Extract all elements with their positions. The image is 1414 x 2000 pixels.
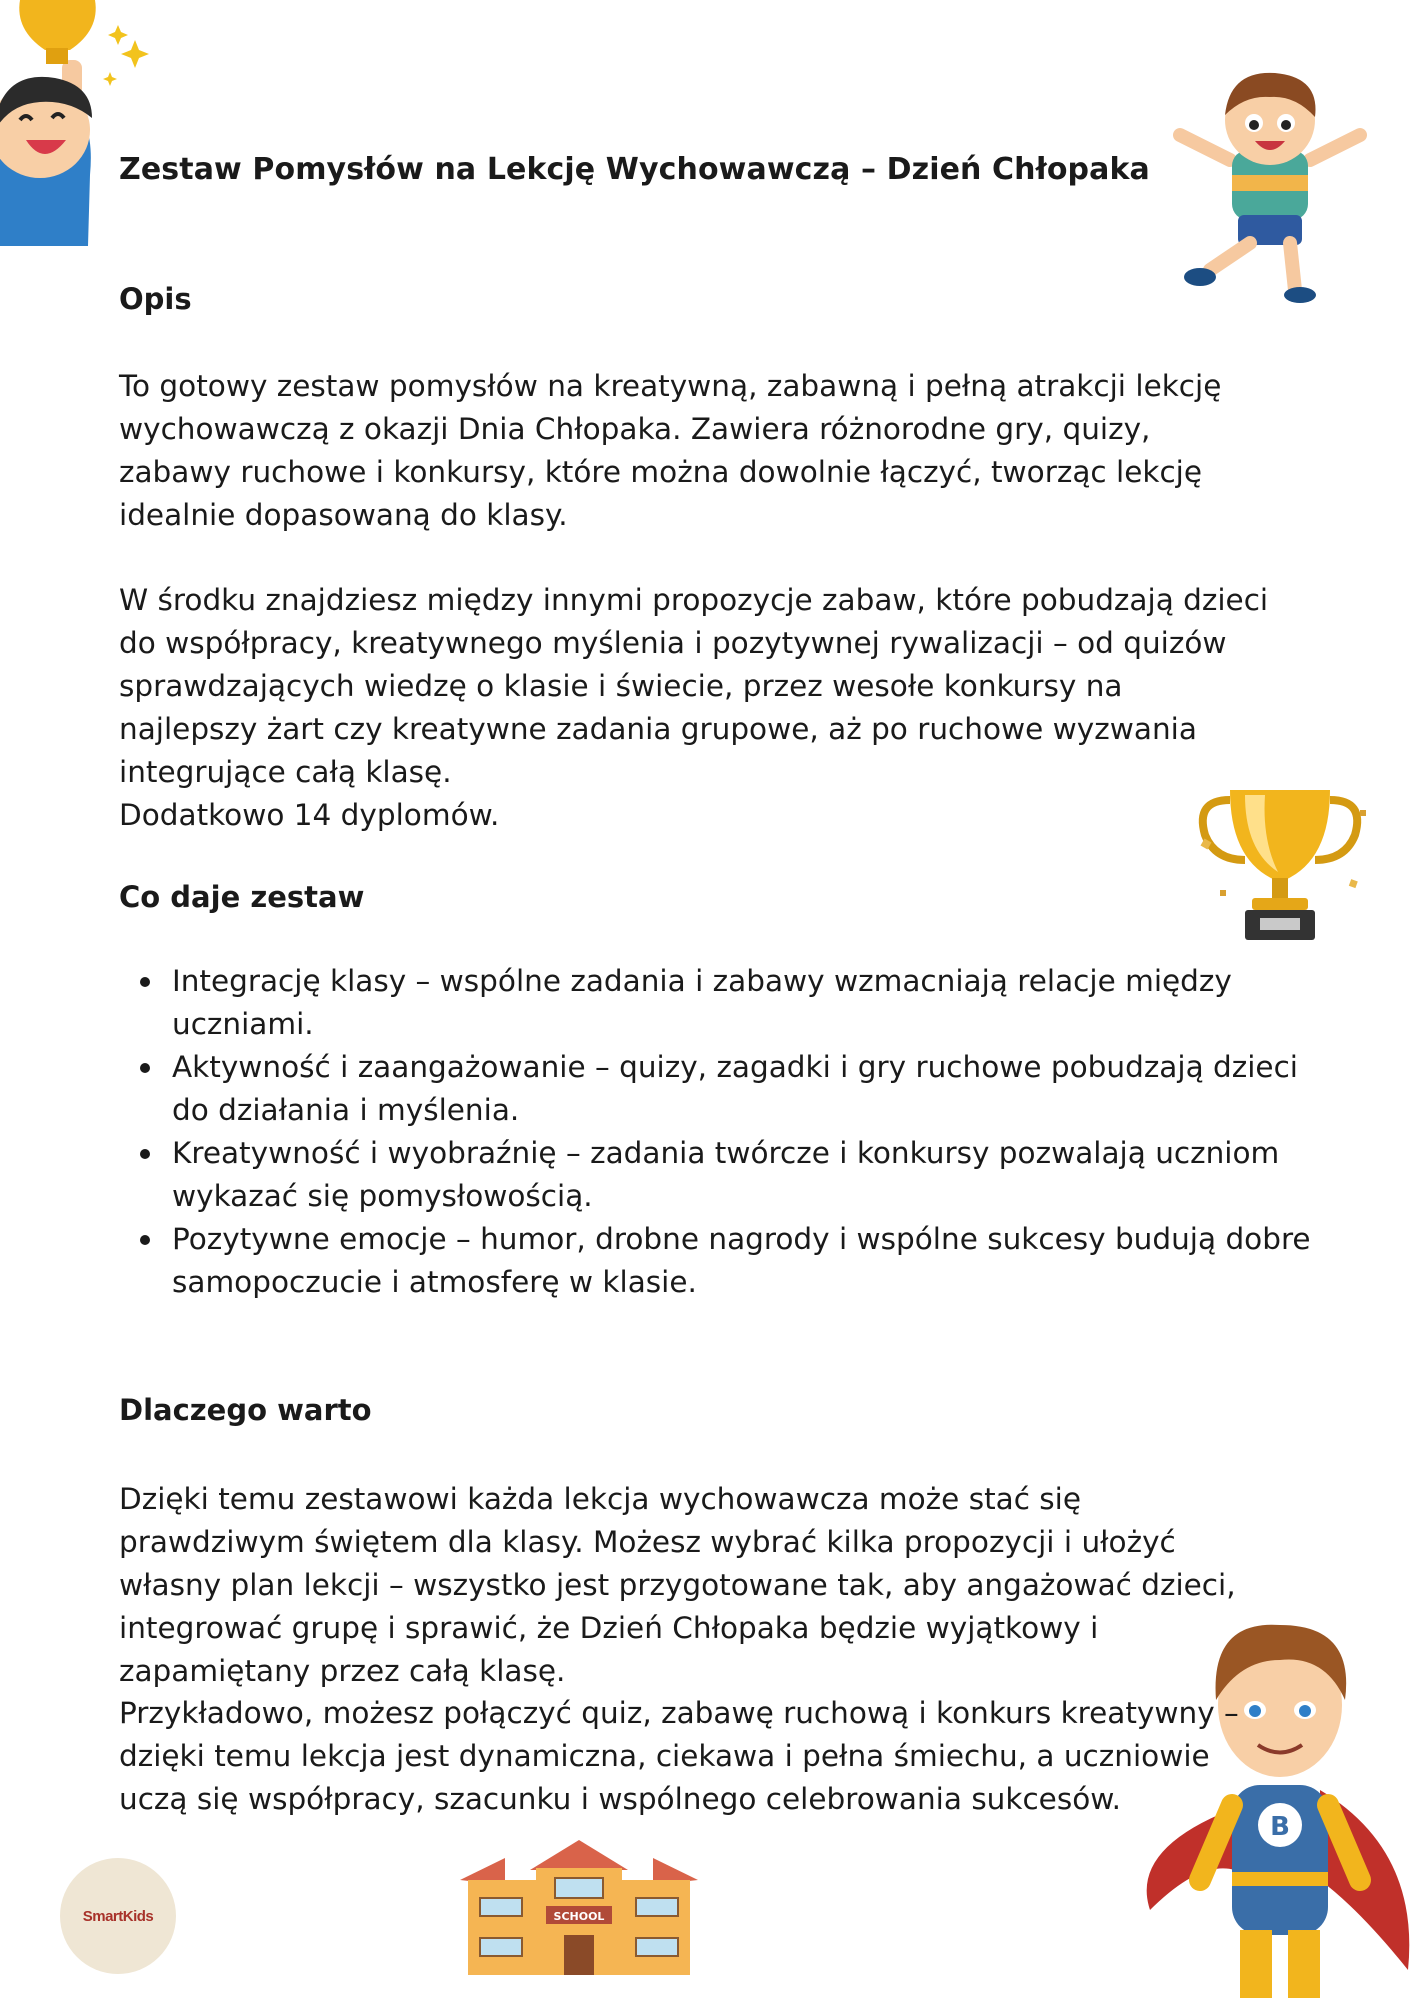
dlaczego-paragraph-2: Przykładowo, możesz połączyć quiz, zabawę ruchową i konkurs kreatywny – dzięki temu lekcja jest dynamiczna, ciekawa i pełna śmiechu, a uczniowie uczą się współpracy, szacunku i wspólnego celebrowania sukcesów. [119,1696,1239,1816]
heading-co-daje-zestaw: Co daje zestaw [119,880,365,914]
opis-paragraph-2: W środku znajdziesz między innymi propozycje zabaw, które pobudzają dzieci do współpracy, kreatywnego myślenia i pozytywnej rywalizacji – od quizów sprawdzających wiedzę o klasie i świecie, przez wesołe konkursy na najlepszy żart czy kreatywne zadania grupowe, aż po ruchowe wyzwania integrujące całą klasę. [119,583,1269,789]
opis-paragraph-1: To gotowy zestaw pomysłów na kreatywną, zabawną i pełną atrakcji lekcję wychowawczą z okazji Dnia Chłopaka. Zawiera różnorodne gry, quizy, zabawy ruchowe i konkursy, które można dowolnie łączyć, tworząc lekcję idealnie dopasowaną do klasy. [119,369,1222,532]
school-sign: SCHOOL [553,1910,605,1923]
heading-dlaczego-warto: Dlaczego warto [119,1393,372,1427]
hero-badge-letter: B [1270,1812,1290,1842]
dlaczego-paragraph-1: Dzięki temu zestawowi każda lekcja wychowawcza może stać się prawdziwym świętem dla klasy. Możesz wybrać kilka propozycji i ułożyć własny plan lekcji – wszystko jest przygotowane tak, aby angażować dzieci, integrować grupę i sprawić, że Dzień Chłopaka będzie wyjątkowy i zapamiętany przez całą klasę. [119,1482,1236,1688]
jumping-boy-illustration [1170,65,1370,305]
opis-paragraph-3: Dodatkowo 14 dyplomów. [119,798,500,832]
page-title: Zestaw Pomysłów na Lekcję Wychowawczą – Dzień Chłopaka [119,152,1150,187]
benefits-list [119,960,1322,1304]
logo-text: SmartKids [82,1907,154,1925]
school-building-illustration [460,1840,698,1980]
list-item: Integrację klasy – wspólne zadania i zabawy wzmacniają relacje między uczniami. [172,960,1322,1046]
heading-opis: Opis [119,282,192,316]
list-item: Kreatywność i wyobraźnię – zadania twórcze i konkursy pozwalają uczniom wykazać się pomysłowością. [172,1132,1322,1218]
list-item: Pozytywne emocje – humor, drobne nagrody i wspólne sukcesy budują dobre samopoczucie i atmosferę w klasie. [172,1218,1322,1304]
smartkids-logo [60,1858,176,1974]
boy-with-trophy-illustration [0,0,160,250]
list-item: Aktywność i zaangażowanie – quizy, zagadki i gry ruchowe pobudzają dzieci do działania i myślenia. [172,1046,1322,1132]
